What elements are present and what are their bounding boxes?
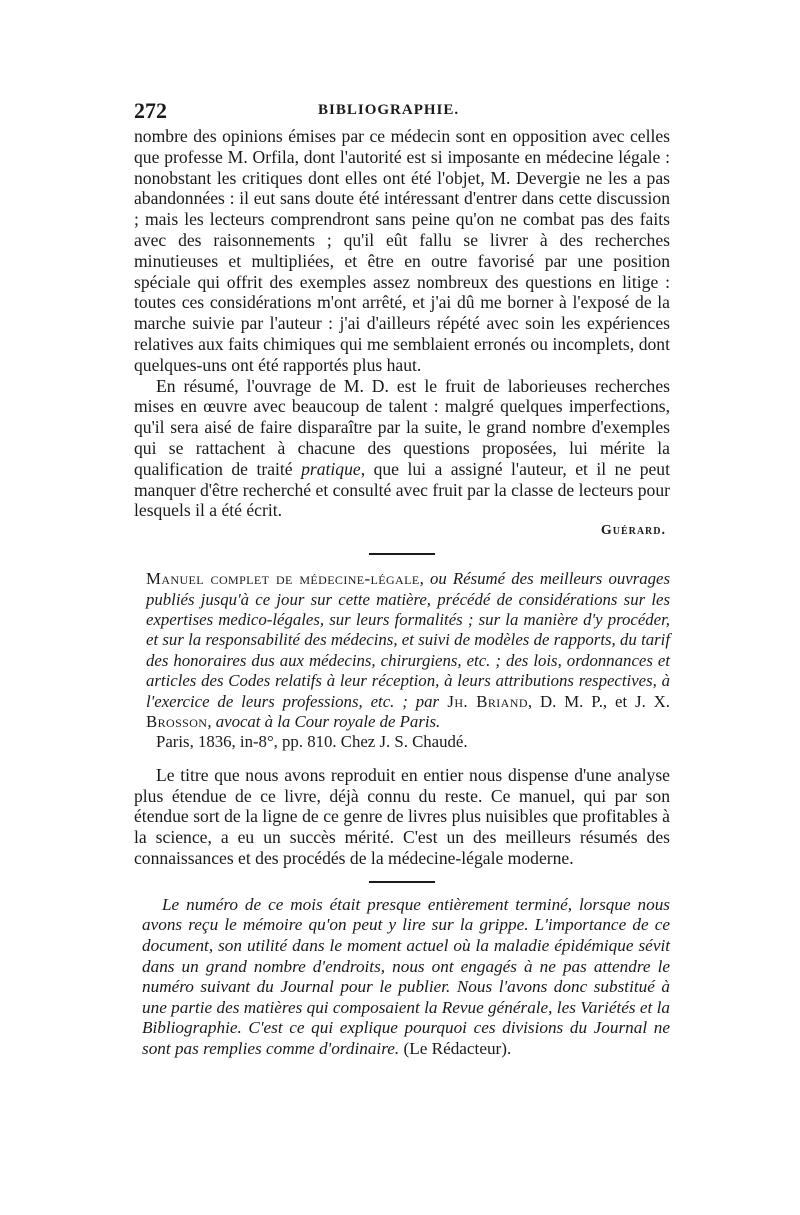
review-2-paragraph: Le titre que nous avons reproduit en entier nous dispense d'une analyse plus étendue de ce livre, déjà connu du reste. Ce manuel, qui par son étendue sort de la ligne de ce genre de livres plus nuisibles que profitables à la science, a eu un succès mérité. C'est un des meilleurs résumés des connaissances et des procédés de la médecine-légale moderne. <box>134 764 670 868</box>
entry-publication: Paris, 1836, in-8°, pp. 810. Chez J. S. Chaudé. <box>156 732 468 752</box>
entry-author-joint: , D. M. P., et J. X. <box>527 691 671 711</box>
review-paragraph-2 <box>134 376 670 522</box>
page-header <box>134 96 670 126</box>
review-signature: Guérard. <box>600 523 666 539</box>
review-paragraph-2-emphasis: pratique <box>301 458 361 479</box>
note-divider <box>369 881 435 883</box>
editor-note <box>142 895 670 1060</box>
page-number: 272 <box>134 98 167 123</box>
running-title: BIBLIOGRAPHIE. <box>318 102 460 118</box>
entry-author-title: , avocat à la Cour royale de Paris. <box>207 711 441 731</box>
review-paragraph-2-end: , que lui a assigné l'auteur, et il ne peut manquer d'être recherché et consulté avec fruit par la classe de lecteurs pour lesquels il a été écrit. <box>134 458 670 521</box>
editor-note-text: Le numéro de ce mois était presque entièrement terminé, lorsque nous avons reçu le mémoire qu'on peut y lire sur la grippe. L'importance de ce document, son utilité dans le moment actuel où la maladie épidémique sévit dans un grand nombre d'endroits, nous ont engagés à ne pas attendre le numéro suivant du Journal pour le publier. Nous l'avons donc substitué à une partie des matières qui composaient la Revue générale, les Variétés et la Bibliographie. C'est ce qui explique pourquoi ces divisions du Journal ne sont pas remplies comme d'ordinaire. <box>142 894 670 1058</box>
entry-title: Manuel complet de médecine-légale <box>146 569 420 589</box>
section-divider <box>369 553 435 555</box>
review-paragraph-2-text: En résumé, l'ouvrage de M. D. est le fruit de laborieuses recherches mises en œuvre avec beaucoup de talent : malgré quelques imperfections, qu'il sera aisé de faire disparaître par la suite, le grand nombre d'exemples qui se rattachent à chacune des questions proposées, lui mérite la qualification de traité <box>134 375 670 479</box>
bibliography-entry <box>146 569 670 753</box>
editor-note-signature: (Le Rédacteur). <box>403 1038 512 1058</box>
entry-connector: , ou <box>419 569 453 589</box>
entry-subtitle: Résumé des meilleurs ouvrages publiés jusqu'à ce jour sur cette matière, précédé de considérations sur les expertises medico-légales, sur leurs formalités ; sur la manière d'y procéder, et sur la responsabilité des médecins, et suivi de modèles de rapports, du tarif des honoraires dus aux médecins, chirurgiens, etc. ; des lois, ordonnances et articles des Codes relatifs à leur réception, à leurs attributions respectives, à l'exercice de leurs professions, etc. ; par <box>146 569 670 711</box>
review-paragraph-1: nombre des opinions émises par ce médecin sont en opposition avec celles que professe M. Orfila, dont l'autorité est si imposante en médecine légale : nonobstant les critiques dont elles ont été l'objet, M. Devergie ne les a pas abandonnées : il eut sans doute été intéressant d'entrer dans cette discussion ; mais les lecteurs comprendront sans peine qu'on ne combat pas des faits avec des raisonnements ; qu'il eût fallu se livrer à des recherches minutieuses et multipliées, et être en outre favorisé par une position spéciale qui offrit des exemples assez nombreux des questions en litige : toutes ces considérations m'ont arrêté, et j'ai dû me borner à l'exposé de la marche suivie par l'auteur : j'ai d'ailleurs répété avec soin les expériences relatives aux faits chimiques qui me semblaient erronés ou incomplets, dont quelques-uns ont été rapportés plus haut. <box>134 126 670 375</box>
entry-author-2: Brosson <box>146 711 208 731</box>
entry-author-1: Jh. Briand <box>439 691 528 711</box>
